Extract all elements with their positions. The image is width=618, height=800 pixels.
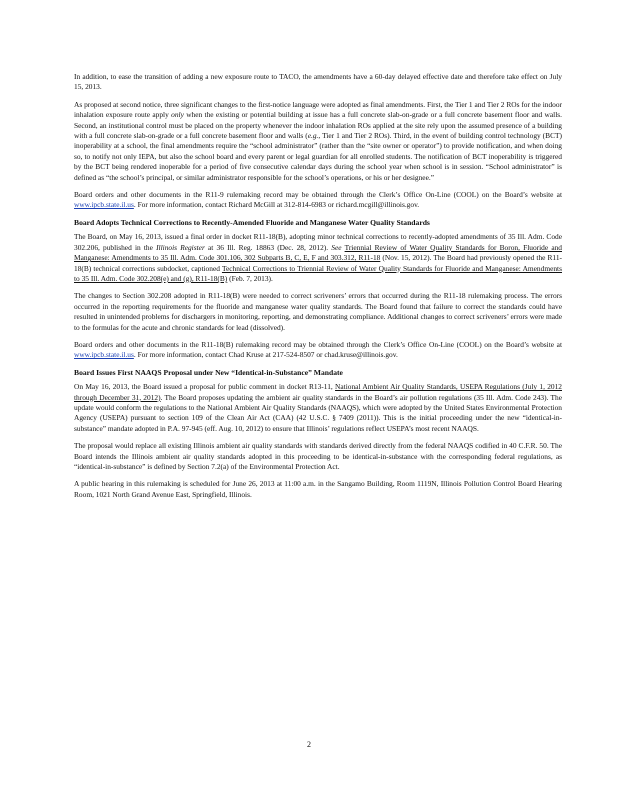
- page-number: 2: [307, 740, 311, 749]
- text-run: Board orders and other documents in the R11-18(B) rulemaking record may be obtained through the Clerk’s Office On-Line (COOL) on the Board’s website at: [74, 339, 562, 349]
- text-run: The Board, on May 16, 2013, issued a final order in docket R11-18(B), adopting minor technical corrections to recently-adopted amendments of 35 Ill. Adm. Code 302.206, published in the: [74, 232, 562, 252]
- section-heading-technical-corrections: Board Adopts Technical Corrections to Recently-Amended Fluoride and Manganese Water Quality Standards: [74, 217, 430, 227]
- section-heading-naaqs-proposal: Board Issues First NAAQS Proposal under New “Identical-in-Substance” Mandate: [74, 367, 343, 377]
- text-run: As proposed at second notice, three significant changes to the first-notice language were adopted as final amendments. First, the Tier 1 and Tier 2 ROs for the indoor inhalation exposure route apply: [74, 99, 562, 120]
- paragraph-public-hearing: A public hearing in this rulemaking is scheduled for June 26, 2013 at 11:00 a.m. in the Sangamo Building, Room 1119N, Illinois Pollution Control Board Hearing Room, 1021 North Grand Avenue East, Springfield, Illinois.: [74, 479, 562, 499]
- paragraph-taco-effective-date: In addition, to ease the transition of adding a new exposure route to TACO, the amendments have a 60-day delayed effective date and therefore take effect on July 15, 2013.: [74, 72, 562, 92]
- paragraph-significant-changes: [74, 100, 562, 183]
- emphasis-eg: e.g.: [307, 131, 319, 141]
- board-website-link[interactable]: www.ipcb.state.il.us: [74, 350, 134, 360]
- case-citation-triennial-review: Triennial Review of Water Quality Standards for Boron, Fluoride and Manganese: Amendments to 35 Ill. Adm. Code 301.106, 302 Subparts B, C, E, F and 303.312, R11-18: [74, 242, 562, 263]
- text-run: . For more information, contact Chad Kruse at 217-524-8507 or chad.kruse@illinois.gov.: [133, 350, 398, 360]
- emphasis-only: only: [171, 110, 184, 120]
- text-run: On May 16, 2013, the Board issued a proposal for public comment in docket R13-11,: [74, 382, 336, 392]
- emphasis-see: See: [331, 242, 342, 252]
- paragraph-section-302-208-changes: The changes to Section 302.208 adopted in R11-18(B) were needed to correct scriveners’ errors that occurred during the R11-18 rulemaking process. The errors occurred in the reporting requirements for the fluoride and manganese water quality standards. The Board found that failure to correct the standards could have resulted in unintended problems for dischargers in monitoring, reporting, and demonstrating compliance. Additional changes to correct scriveners’ errors were made to the formulas for the acute and chronic standards for lead (dissolved).: [74, 291, 562, 332]
- case-citation-technical-corrections: Technical Corrections to Triennial Review of Water Quality Standards for Fluoride and Manganese: Amendments to 35 Ill. Adm. Code 302.208(e) and (g), R11-18(B): [74, 263, 562, 283]
- paragraph-r11-9-contact: [74, 190, 562, 211]
- text-run: . For more information, contact Richard McGill at 312-814-6983 or richard.mcgill@illinois.gov.: [133, 200, 420, 210]
- text-run: Board orders and other documents in the R11-9 rulemaking record may be obtained through the Clerk’s Office On-Line (COOL) on the Board’s website at: [74, 190, 562, 200]
- text-run: when the existing or potential building at issue has a full concrete slab-on-grade or a full concrete basement floor and walls. Second, an institutional control must be placed on the property whenever the indoor inhalation ROs applied at the site rely upon the assumed presence of a building with a full concrete slab-on-grade or a full concrete basement floor and walls (: [74, 110, 563, 141]
- text-run: , Tier 1 and Tier 2 ROs). Third, in the event of building control technology (BCT) inoperability at a school, the final amendments require the “school administrator” (rather than the “site owner or operator”) to provide notification, and when doing so, to notify not only IEPA, but also the school board and every parent or legal guardian for all enrolled students. The notification of BCT inoperability is triggered by the BCT being rendered inoperable for a period of five consecutive calendar days during the school year when school is in session. “School administrator” is defined as “the school’s principal, or similar administrator responsible for the school’s operations, or his or her designee.”: [74, 131, 562, 182]
- paragraph-r11-18b-contact: [74, 340, 562, 361]
- text-run: (Nov. 15, 2012). The Board had previously opened the R11-18(B) technical corrections subdocket, captioned: [74, 253, 562, 273]
- text-run: (Feb. 7, 2013).: [227, 273, 273, 283]
- case-citation-naaqs: National Ambient Air Quality Standards, USEPA Regulations (July 1, 2012 through December 31, 2012): [74, 382, 562, 402]
- text-run: . The Board proposes updating the ambient air quality standards in the Board’s air pollution regulations (35 Ill. Adm. Code 243). The update would conform the regulations to the National Ambient Air Quality Standards (NAAQS), which were adopted by the United States Environmental Protection Agency (USEPA) pursuant to section 109 of the Clean Air Act (CAA) (42 U.S.C. § 7409 (2011)). This is the initial proceeding under the new “identical-in-substance” mandate adopted in P.A. 97-945 (eff. Aug. 10, 2012) to ensure that Illinois’ regulations reflect USEPA’s most recent NAAQS.: [74, 392, 562, 433]
- text-run: at 36 Ill. Reg. 18863 (Dec. 28, 2012).: [204, 242, 332, 252]
- emphasis-illinois-register: Illinois Register: [156, 242, 205, 252]
- paragraph-proposal-replacement: The proposal would replace all existing Illinois ambient air quality standards with standards derived directly from the federal NAAQS codified in 40 C.F.R. 50. The Board intends the Illinois ambient air quality standards adopted in this proceeding to be identical-in-substance with the corresponding federal regulations, as “identical-in-substance” is defined by Section 7.2(a) of the Environmental Protection Act.: [74, 441, 562, 471]
- board-website-link[interactable]: www.ipcb.state.il.us: [74, 200, 134, 210]
- paragraph-r11-18b-order: [74, 232, 562, 284]
- paragraph-r13-11-proposal: [74, 382, 562, 434]
